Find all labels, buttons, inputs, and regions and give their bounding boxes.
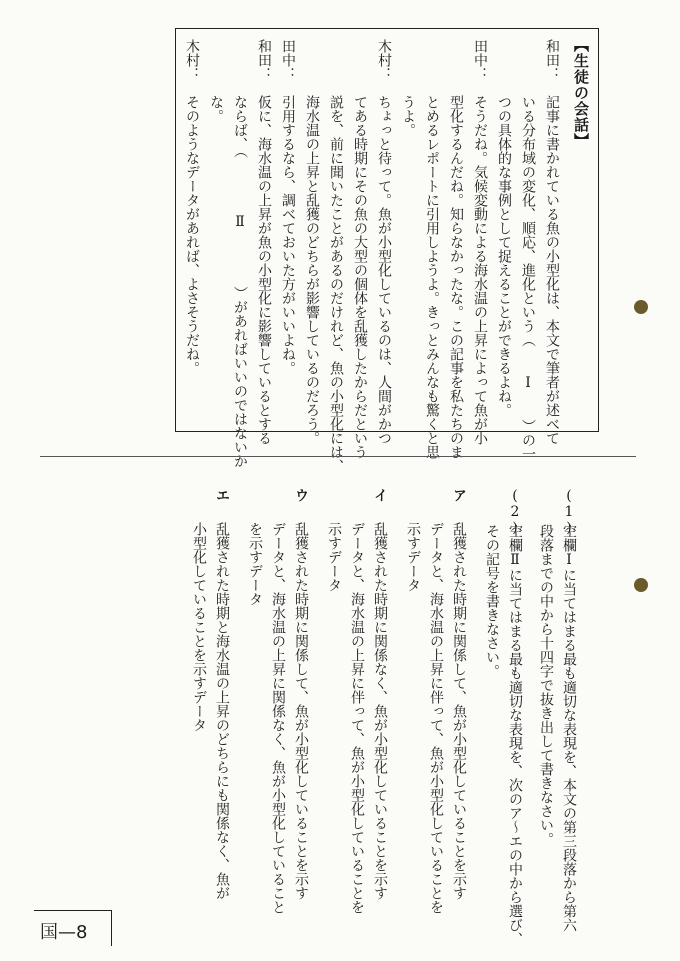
section-divider bbox=[40, 456, 636, 457]
conversation-line bbox=[228, 39, 252, 468]
choice-label: ア bbox=[451, 488, 467, 502]
choice-text: 乱獲された時期に関係なく、魚が小型化していることを示す bbox=[372, 522, 388, 900]
spacer bbox=[233, 488, 243, 908]
question-number: (2) bbox=[507, 488, 523, 536]
line-text: うよ。 bbox=[400, 95, 416, 137]
choice-line bbox=[210, 488, 233, 908]
choice-text: 示すデータ bbox=[326, 522, 342, 592]
choice-text: を示すデータ bbox=[247, 522, 263, 606]
question-text: その記号を書きなさい。 bbox=[484, 524, 500, 678]
speaker-name: 和田： bbox=[256, 39, 272, 81]
choice-line bbox=[424, 488, 447, 914]
conversation-line bbox=[252, 39, 276, 445]
spacer bbox=[470, 488, 480, 908]
speaker-name: 木村： bbox=[376, 39, 392, 81]
spacer bbox=[312, 488, 322, 908]
conversation-line bbox=[468, 39, 492, 445]
choice-line bbox=[401, 488, 424, 908]
choice-text: 示すデータ bbox=[405, 522, 421, 592]
choice-label: エ bbox=[214, 488, 230, 502]
conversation-line bbox=[204, 39, 228, 419]
line-text: そうだね。気候変動による海水温の上昇によって魚が小 bbox=[472, 95, 488, 445]
choice-text: 小型化していることを示すデータ bbox=[191, 522, 207, 732]
question-number: (1) bbox=[561, 488, 577, 536]
choice-label: イ bbox=[372, 488, 388, 502]
conversation-line bbox=[492, 39, 516, 419]
line-text: てある時期にその魚の大型の個体を乱獲したからだという bbox=[352, 95, 368, 459]
speaker-name: 田中： bbox=[472, 39, 488, 81]
conversation-line bbox=[396, 39, 420, 419]
conversation-line bbox=[420, 39, 444, 459]
choice-text: 乱獲された時期に関係して、魚が小型化していることを示す bbox=[451, 522, 467, 900]
conversation-line bbox=[444, 39, 468, 459]
conversation-title: 【生徒の会話】 bbox=[572, 37, 590, 149]
line-text: ならば、（ Ⅱ ）があればいいのではないか bbox=[232, 95, 248, 468]
choice-line bbox=[243, 488, 266, 908]
line-text: いる分布域の変化、順応、進化という（ Ⅰ ）の一 bbox=[520, 95, 536, 461]
choice-line bbox=[187, 488, 210, 908]
page-label: 国—8 bbox=[40, 922, 88, 943]
question-text: 空欄Ⅰに当てはまる最も適切な表現を、本文の第三段落から第六 bbox=[561, 524, 577, 932]
conversation-box bbox=[175, 28, 599, 473]
line-text: な。 bbox=[208, 95, 224, 123]
spacer bbox=[526, 488, 534, 908]
choice-label: ウ bbox=[293, 488, 309, 502]
choice-text: 乱獲された時期と海水温の上昇のどちらにも関係なく、魚が bbox=[214, 522, 230, 900]
line-text: つの具体的な事例として捉えることができるよね。 bbox=[496, 95, 512, 417]
q1-line bbox=[534, 488, 557, 908]
choice-line bbox=[266, 488, 289, 914]
conversation-line bbox=[276, 39, 300, 419]
line-text: とめるレポートに引用しようよ。きっとみんなも驚くと思 bbox=[424, 95, 440, 459]
q2-line bbox=[503, 488, 526, 946]
line-text: 説を、前に聞いたことがあるのだけれど、魚の小型化には、 bbox=[328, 95, 344, 473]
choice-line bbox=[368, 488, 391, 908]
conversation-line bbox=[348, 39, 372, 459]
speaker-name: 和田： bbox=[544, 39, 560, 81]
conversation-line bbox=[324, 39, 348, 473]
line-text: 引用するなら、調べておいた方がいいよね。 bbox=[280, 95, 296, 375]
choice-line bbox=[289, 488, 312, 908]
choice-line bbox=[447, 488, 470, 908]
question-text: 空欄Ⅱに当てはまる最も適切な表現を、次のア～エの中から選び、 bbox=[507, 524, 523, 946]
line-text: そのようなデータがあれば、よさそうだね。 bbox=[184, 95, 200, 375]
line-text: 型化するんだね。知らなかったな。この記事を私たちのま bbox=[448, 95, 464, 459]
punch-hole-bottom bbox=[634, 578, 648, 592]
conversation-body bbox=[180, 39, 564, 473]
line-text: 仮に、海水温の上昇が魚の小型化に影響しているとする bbox=[256, 95, 272, 445]
punch-hole-top bbox=[634, 300, 648, 314]
conversation-line bbox=[540, 39, 564, 445]
choice-text: 乱獲された時期に関係して、魚が小型化していることを示す bbox=[293, 522, 309, 900]
line-text: 記事に書かれている魚の小型化は、本文で筆者が述べて bbox=[544, 95, 560, 445]
choice-text: データと、海水温の上昇に伴って、魚が小型化していることを bbox=[349, 522, 365, 914]
conversation-line bbox=[516, 39, 540, 461]
q1-line bbox=[557, 488, 580, 932]
conversation-line bbox=[372, 39, 396, 445]
q2-line bbox=[480, 488, 503, 908]
conversation-line bbox=[300, 39, 324, 445]
speaker-name: 田中： bbox=[280, 39, 296, 81]
question-text: 段落までの中から十四字で抜き出して書きなさい。 bbox=[538, 524, 554, 846]
choice-line bbox=[322, 488, 345, 908]
line-text: 海水温の上昇と乱獲のどちらが影響しているのだろう。 bbox=[304, 95, 320, 445]
questions-area bbox=[187, 488, 580, 946]
conversation-line bbox=[180, 39, 204, 419]
choice-text: データと、海水温の上昇に伴って、魚が小型化していることを bbox=[428, 522, 444, 914]
choice-text: データと、海水温の上昇に関係なく、魚が小型化していること bbox=[270, 522, 286, 914]
speaker-name: 木村： bbox=[184, 39, 200, 81]
spacer bbox=[391, 488, 401, 908]
choice-line bbox=[345, 488, 368, 914]
line-text: ちょっと待って。魚が小型化しているのは、人間がかつ bbox=[376, 95, 392, 445]
